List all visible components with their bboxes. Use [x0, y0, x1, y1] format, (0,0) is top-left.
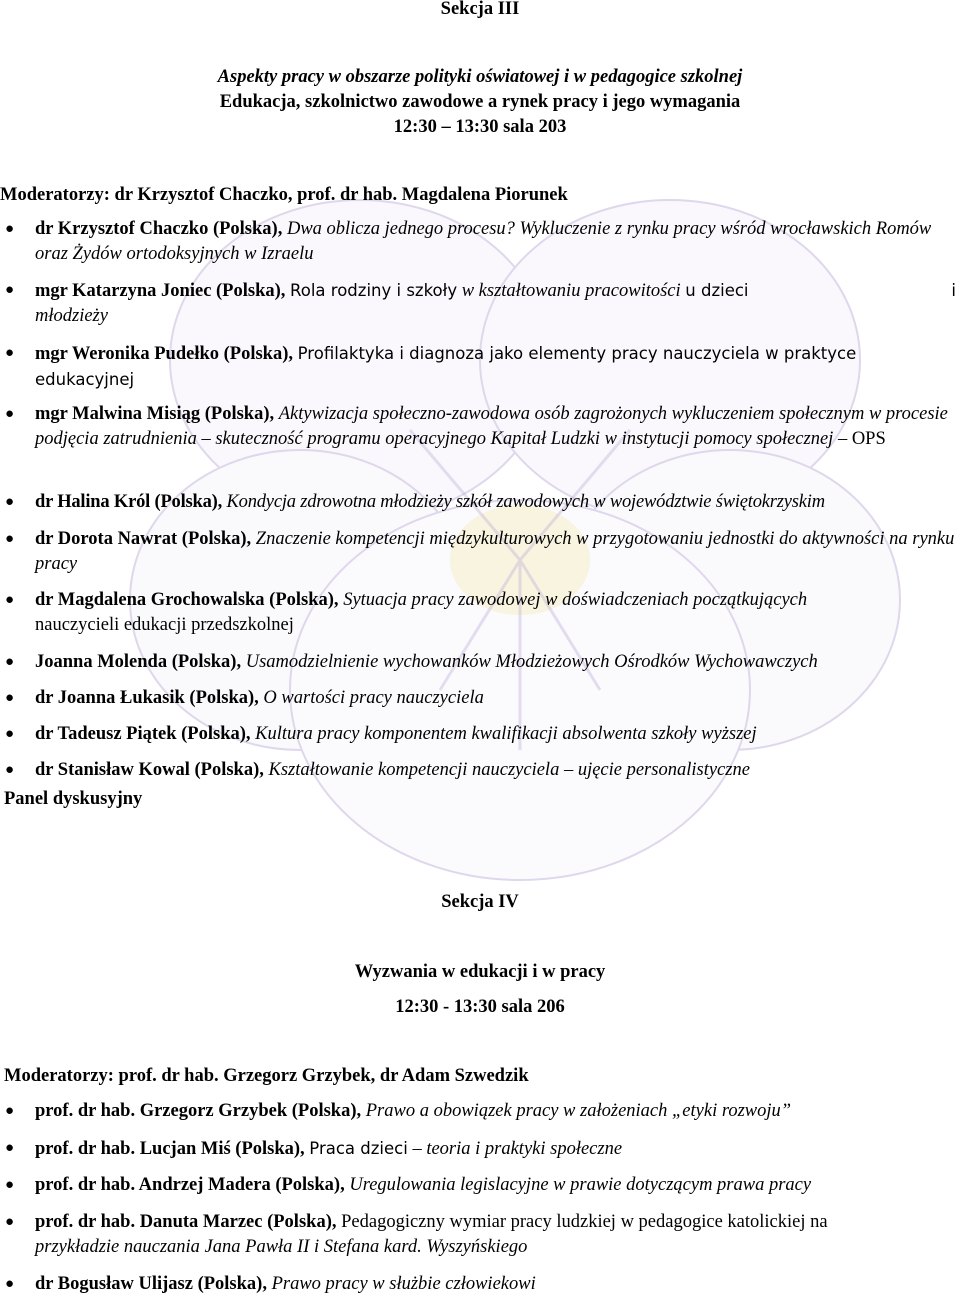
list-item	[0, 1136, 960, 1161]
speaker: mgr Weronika Pudełko (Polska),	[35, 344, 294, 364]
list-item	[0, 758, 960, 783]
speaker: prof. dr hab. Grzegorz Grzybek (Polska),	[35, 1101, 362, 1121]
talk-title-part: przykładzie nauczania Jana Pawła II i Stefana kard. Wyszyńskiego	[35, 1237, 528, 1257]
talk-title: Usamodzielnienie wychowanków Młodzieżowych Ośrodków Wychowawczych	[245, 652, 818, 672]
talk-title: Kondycja zdrowotna młodzieży szkół zawodowych w województwie świętokrzyskim	[226, 492, 825, 512]
talk-title-tail: nauczycieli edukacji przedszkolnej	[35, 615, 294, 635]
talk-list	[0, 1099, 960, 1297]
list-item	[0, 527, 960, 577]
speaker: dr Stanisław Kowal (Polska),	[35, 760, 264, 780]
moderators: Moderatorzy: dr Krzysztof Chaczko, prof. dr hab. Magdalena Piorunek	[0, 185, 568, 205]
list-item	[0, 402, 960, 477]
bullet-icon: ●	[5, 592, 15, 608]
list-item	[0, 1210, 960, 1260]
talk-title-part: młodzieży	[35, 306, 108, 326]
speaker: prof. dr hab. Danuta Marzec (Polska),	[35, 1212, 337, 1232]
talk-title: Dwa oblicza jednego procesu? Wykluczenie z rynku pracy wśród wrocławskich Romów oraz Żydów ortodoksyjnych w Izraelu	[35, 219, 932, 264]
moderators: Moderatorzy: prof. dr hab. Grzegorz Grzybek, dr Adam Szwedzik	[4, 1066, 529, 1086]
section-heading: Sekcja III	[440, 0, 520, 19]
section-time: 12:30 - 13:30 sala 206	[395, 997, 565, 1017]
bullet-icon: ●	[5, 282, 15, 298]
speaker: dr Magdalena Grochowalska (Polska),	[35, 590, 339, 610]
speaker: Joanna Molenda (Polska),	[35, 652, 242, 672]
list-item	[0, 490, 960, 515]
talk-title-tail: – OPS	[837, 429, 886, 449]
talk-title: Uregulowania legislacyjne w prawie dotyczącym prawa pracy	[349, 1175, 812, 1195]
bullet-icon: ●	[5, 494, 14, 510]
bullet-icon: ●	[5, 345, 15, 361]
speaker: dr Bogusław Ulijasz (Polska),	[35, 1274, 267, 1294]
panel-label: Panel dyskusyjny	[4, 789, 143, 809]
section-heading: Sekcja IV	[441, 892, 519, 912]
talk-title: Prawo pracy w służbie człowiekowi	[271, 1274, 536, 1294]
talk-title-part: w kształtowaniu pracowitości	[461, 281, 681, 301]
list-item	[0, 1272, 960, 1297]
bullet-icon: ●	[5, 406, 15, 422]
list-item	[0, 1173, 960, 1198]
list-item	[0, 217, 960, 267]
bullet-icon: ●	[5, 1276, 15, 1292]
talk-title-part: i	[951, 281, 956, 300]
talk-title-part: Praca dzieci	[309, 1139, 408, 1158]
talk-title: Znaczenie kompetencji międzykulturowych w przygotowaniu jednostki do aktywności na rynku pracy	[35, 529, 955, 574]
talk-title: Kultura pracy komponentem kwalifikacji absolwenta szkoły wyższej	[255, 724, 757, 744]
bullet-icon: ●	[5, 654, 15, 670]
bullet-icon: ●	[5, 1214, 15, 1230]
bullet-icon: ●	[5, 531, 15, 547]
speaker: dr Joanna Łukasik (Polska),	[35, 688, 259, 708]
section-time: 12:30 – 13:30 sala 203	[393, 117, 567, 137]
talk-title: Aktywizacja społeczno-zawodowa osób zagrożonych wykluczeniem społecznym w procesie podjęcia zatrudnienia – skuteczność programu operacyjnego Kapitał Ludzki w instytucji pomocy społecznej	[35, 404, 948, 449]
bullet-icon: ●	[5, 762, 15, 778]
talk-title: O wartości pracy nauczyciela	[263, 688, 484, 708]
list-item	[0, 1099, 960, 1124]
list-item	[0, 278, 960, 328]
bullet-icon: ●	[5, 1103, 15, 1119]
bullet-icon: ●	[5, 726, 15, 742]
talk-title: Prawo a obowiązek pracy w założeniach „etyki rozwoju”	[365, 1101, 792, 1121]
speaker: prof. dr hab. Andrzej Madera (Polska),	[35, 1175, 345, 1195]
speaker: dr Halina Król (Polska),	[35, 492, 223, 512]
talk-title: Kształtowanie kompetencji nauczyciela – ujęcie personalistyczne	[268, 760, 750, 780]
speaker: mgr Katarzyna Joniec (Polska),	[35, 281, 286, 301]
bullet-icon: ●	[5, 221, 15, 237]
list-item	[0, 686, 960, 711]
talk-title-part: Rola rodziny i szkoły	[290, 281, 458, 300]
talk-title-part: Pedagogiczny wymiar pracy ludzkiej w pedagogice katolickiej na	[341, 1212, 828, 1232]
list-item	[0, 722, 960, 747]
section-subtitle: Edukacja, szkolnictwo zawodowe a rynek pracy i jego wymagania	[219, 92, 741, 112]
bullet-icon: ●	[5, 690, 15, 706]
list-item	[0, 588, 960, 638]
list-item	[0, 650, 960, 675]
talk-title-part: – teoria i praktyki społeczne	[412, 1139, 623, 1159]
bullet-icon: ●	[5, 1140, 15, 1156]
list-item	[0, 341, 960, 391]
section-subtitle-italic: Aspekty pracy w obszarze polityki oświatowej i w pedagogice szkolnej	[217, 67, 743, 87]
talk-title: Sytuacja pracy zawodowej w doświadczeniach początkujących	[343, 590, 808, 610]
talk-title-part: u dzieci	[685, 281, 749, 300]
bullet-icon: ●	[5, 1177, 15, 1193]
speaker: dr Krzysztof Chaczko (Polska),	[35, 219, 283, 239]
section-subtitle: Wyzwania w edukacji i w pracy	[354, 962, 606, 982]
talk-list	[0, 217, 960, 783]
speaker: dr Dorota Nawrat (Polska),	[35, 529, 252, 549]
speaker: prof. dr hab. Lucjan Miś (Polska),	[35, 1139, 305, 1159]
speaker: dr Tadeusz Piątek (Polska),	[35, 724, 251, 744]
talk-title: Profilaktyka i diagnoza jako elementy pracy nauczyciela w praktyce edukacyjnej	[35, 344, 857, 389]
speaker: mgr Malwina Misiąg (Polska),	[35, 404, 275, 424]
